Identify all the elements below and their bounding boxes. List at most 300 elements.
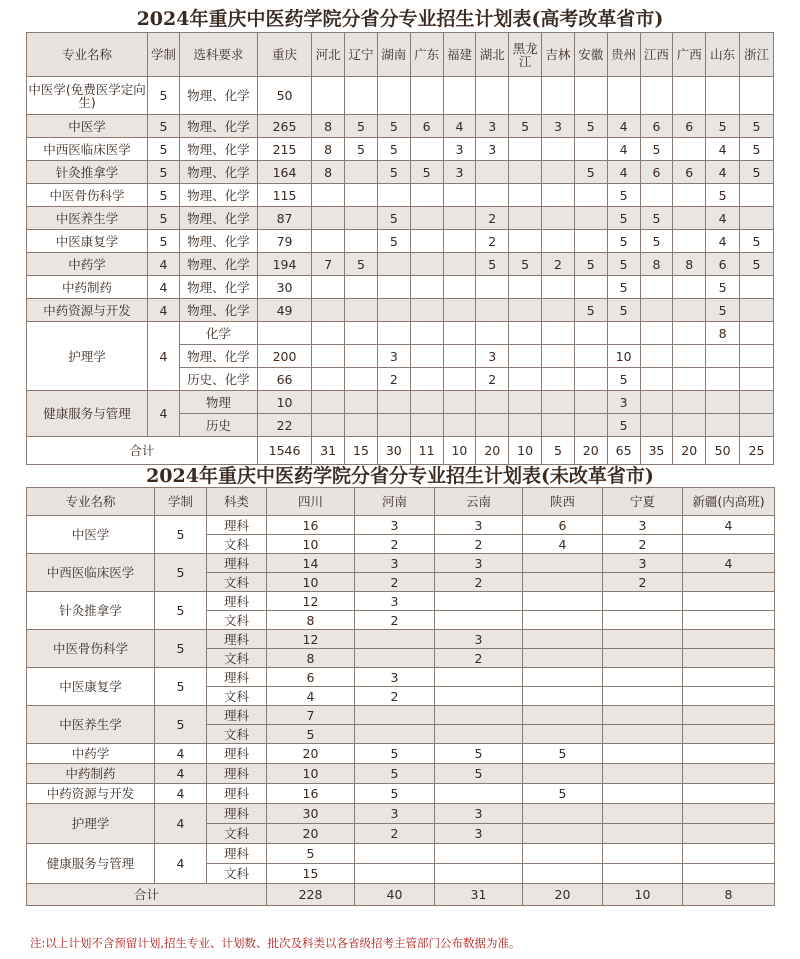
subject-cell: 理科 bbox=[207, 630, 267, 649]
quota-cell: 3 bbox=[435, 804, 523, 824]
quota-cell: 5 bbox=[706, 276, 740, 299]
quota-cell: 3 bbox=[607, 391, 640, 414]
quota-cell: 6 bbox=[640, 161, 673, 184]
quota-cell bbox=[542, 414, 575, 437]
quota-cell: 10 bbox=[267, 764, 355, 784]
subject-cell: 文科 bbox=[207, 725, 267, 744]
quota-cell: 5 bbox=[435, 764, 523, 784]
duration-years: 5 bbox=[148, 230, 180, 253]
quota-cell bbox=[443, 253, 476, 276]
subject-cell: 文科 bbox=[207, 573, 267, 592]
quota-cell: 12 bbox=[267, 592, 355, 611]
total-cell: 11 bbox=[410, 437, 443, 465]
quota-cell: 30 bbox=[267, 804, 355, 824]
quota-cell: 6 bbox=[673, 161, 706, 184]
quota-cell bbox=[509, 138, 542, 161]
major-name: 中药资源与开发 bbox=[27, 299, 148, 322]
footnote: 注:以上计划不含预留计划,招生专业、计划数、批次及科类以各省级招考主管部门公布数据为准。 bbox=[30, 936, 521, 950]
quota-cell bbox=[377, 299, 410, 322]
quota-cell: 194 bbox=[257, 253, 311, 276]
table-row bbox=[27, 764, 775, 784]
duration-years: 4 bbox=[155, 844, 207, 884]
quota-cell bbox=[542, 77, 575, 115]
quota-cell bbox=[603, 630, 683, 649]
quota-cell: 20 bbox=[267, 744, 355, 764]
quota-cell: 6 bbox=[267, 668, 355, 687]
quota-cell bbox=[673, 276, 706, 299]
total-cell: 228 bbox=[267, 884, 355, 906]
quota-cell bbox=[574, 276, 607, 299]
header-cell: 科类 bbox=[207, 488, 267, 516]
quota-cell bbox=[542, 161, 575, 184]
header-row bbox=[27, 33, 774, 77]
quota-cell bbox=[312, 230, 345, 253]
header-cell: 选科要求 bbox=[179, 33, 257, 77]
quota-cell bbox=[574, 391, 607, 414]
quota-cell bbox=[683, 744, 775, 764]
quota-cell bbox=[377, 253, 410, 276]
header-cell: 吉林 bbox=[542, 33, 575, 77]
duration-years: 4 bbox=[148, 322, 180, 391]
quota-cell bbox=[673, 322, 706, 345]
quota-cell bbox=[523, 824, 603, 844]
quota-cell bbox=[476, 299, 509, 322]
header-cell: 安徽 bbox=[574, 33, 607, 77]
quota-cell: 2 bbox=[355, 687, 435, 706]
quota-cell: 5 bbox=[740, 161, 774, 184]
quota-cell bbox=[443, 414, 476, 437]
quota-cell bbox=[523, 649, 603, 668]
quota-cell bbox=[443, 276, 476, 299]
quota-cell: 5 bbox=[523, 784, 603, 804]
quota-cell: 5 bbox=[740, 253, 774, 276]
major-name: 中医养生学 bbox=[27, 207, 148, 230]
quota-cell bbox=[435, 725, 523, 744]
quota-cell: 3 bbox=[377, 345, 410, 368]
quota-cell: 5 bbox=[355, 744, 435, 764]
quota-cell bbox=[257, 322, 311, 345]
major-name: 中医康复学 bbox=[27, 668, 155, 706]
quota-cell bbox=[312, 368, 345, 391]
header-cell: 广西 bbox=[673, 33, 706, 77]
major-name: 中西医临床医学 bbox=[27, 138, 148, 161]
total-label: 合计 bbox=[27, 884, 267, 906]
quota-cell: 5 bbox=[740, 138, 774, 161]
quota-cell: 8 bbox=[267, 611, 355, 630]
subject-cell: 物理、化学 bbox=[179, 184, 257, 207]
quota-cell bbox=[509, 184, 542, 207]
header-row bbox=[27, 488, 775, 516]
quota-cell: 49 bbox=[257, 299, 311, 322]
header-cell: 陕西 bbox=[523, 488, 603, 516]
table-row bbox=[27, 844, 775, 864]
quota-cell bbox=[435, 687, 523, 706]
quota-cell bbox=[476, 184, 509, 207]
quota-cell: 5 bbox=[574, 161, 607, 184]
quota-cell: 6 bbox=[410, 115, 443, 138]
subject-cell: 理科 bbox=[207, 744, 267, 764]
quota-cell bbox=[443, 299, 476, 322]
quota-cell: 5 bbox=[740, 115, 774, 138]
major-name: 护理学 bbox=[27, 804, 155, 844]
header-cell: 专业名称 bbox=[27, 488, 155, 516]
quota-cell bbox=[740, 207, 774, 230]
quota-cell: 5 bbox=[267, 844, 355, 864]
quota-cell bbox=[410, 414, 443, 437]
header-cell: 四川 bbox=[267, 488, 355, 516]
quota-cell: 5 bbox=[435, 744, 523, 764]
quota-cell bbox=[542, 207, 575, 230]
quota-cell bbox=[410, 391, 443, 414]
quota-cell: 5 bbox=[574, 253, 607, 276]
quota-cell bbox=[740, 368, 774, 391]
duration-years: 5 bbox=[148, 207, 180, 230]
quota-cell bbox=[640, 391, 673, 414]
total-cell: 5 bbox=[542, 437, 575, 465]
table-row bbox=[27, 184, 774, 207]
quota-cell: 2 bbox=[476, 207, 509, 230]
quota-cell bbox=[345, 299, 378, 322]
quota-cell: 4 bbox=[683, 516, 775, 535]
quota-cell bbox=[443, 345, 476, 368]
major-name: 中医学(免费医学定向生) bbox=[27, 77, 148, 115]
quota-cell: 87 bbox=[257, 207, 311, 230]
quota-cell bbox=[509, 230, 542, 253]
major-name: 中医学 bbox=[27, 115, 148, 138]
table-row bbox=[27, 516, 775, 535]
quota-cell bbox=[443, 322, 476, 345]
major-name: 中药制药 bbox=[27, 764, 155, 784]
duration-years: 4 bbox=[155, 804, 207, 844]
quota-cell bbox=[603, 844, 683, 864]
header-cell: 山东 bbox=[706, 33, 740, 77]
quota-cell: 6 bbox=[523, 516, 603, 535]
quota-cell: 5 bbox=[706, 115, 740, 138]
subject-cell: 物理、化学 bbox=[179, 161, 257, 184]
quota-cell bbox=[435, 864, 523, 884]
quota-cell bbox=[509, 345, 542, 368]
duration-years: 5 bbox=[155, 668, 207, 706]
quota-cell bbox=[410, 345, 443, 368]
quota-cell: 5 bbox=[377, 138, 410, 161]
quota-cell bbox=[345, 184, 378, 207]
quota-cell: 3 bbox=[476, 115, 509, 138]
major-name: 健康服务与管理 bbox=[27, 844, 155, 884]
quota-cell bbox=[377, 414, 410, 437]
duration-years: 5 bbox=[148, 138, 180, 161]
quota-cell bbox=[706, 414, 740, 437]
quota-cell bbox=[706, 368, 740, 391]
quota-cell bbox=[509, 368, 542, 391]
reform-provinces-table bbox=[26, 32, 774, 465]
quota-cell bbox=[673, 230, 706, 253]
quota-cell bbox=[673, 414, 706, 437]
quota-cell bbox=[523, 573, 603, 592]
quota-cell bbox=[640, 368, 673, 391]
total-cell: 20 bbox=[523, 884, 603, 906]
quota-cell: 164 bbox=[257, 161, 311, 184]
quota-cell: 6 bbox=[706, 253, 740, 276]
subject-cell: 化学 bbox=[179, 322, 257, 345]
quota-cell bbox=[509, 276, 542, 299]
quota-cell: 2 bbox=[476, 230, 509, 253]
quota-cell bbox=[523, 804, 603, 824]
major-name: 中药学 bbox=[27, 253, 148, 276]
subject-cell: 理科 bbox=[207, 844, 267, 864]
table-row bbox=[27, 706, 775, 725]
quota-cell bbox=[410, 253, 443, 276]
non-reform-provinces-table bbox=[26, 487, 775, 906]
duration-years: 4 bbox=[148, 391, 180, 437]
quota-cell: 2 bbox=[603, 573, 683, 592]
table-row bbox=[27, 391, 774, 414]
total-cell: 65 bbox=[607, 437, 640, 465]
quota-cell: 6 bbox=[640, 115, 673, 138]
quota-cell bbox=[312, 207, 345, 230]
quota-cell bbox=[509, 207, 542, 230]
quota-cell bbox=[476, 414, 509, 437]
quota-cell: 7 bbox=[312, 253, 345, 276]
quota-cell: 5 bbox=[345, 115, 378, 138]
quota-cell: 2 bbox=[377, 368, 410, 391]
quota-cell: 3 bbox=[476, 345, 509, 368]
total-cell: 8 bbox=[683, 884, 775, 906]
quota-cell bbox=[345, 230, 378, 253]
quota-cell: 5 bbox=[377, 115, 410, 138]
quota-cell: 22 bbox=[257, 414, 311, 437]
quota-cell: 50 bbox=[257, 77, 311, 115]
table-row bbox=[27, 668, 775, 687]
quota-cell bbox=[345, 161, 378, 184]
subject-cell: 物理 bbox=[179, 391, 257, 414]
quota-cell bbox=[345, 368, 378, 391]
quota-cell: 5 bbox=[377, 230, 410, 253]
table-row bbox=[27, 299, 774, 322]
major-name: 针灸推拿学 bbox=[27, 592, 155, 630]
header-cell: 贵州 bbox=[607, 33, 640, 77]
subject-cell: 物理、化学 bbox=[179, 207, 257, 230]
table-row bbox=[27, 138, 774, 161]
major-name: 中医骨伤科学 bbox=[27, 630, 155, 668]
quota-cell bbox=[574, 184, 607, 207]
quota-cell: 20 bbox=[267, 824, 355, 844]
header-cell: 专业名称 bbox=[27, 33, 148, 77]
quota-cell bbox=[435, 706, 523, 725]
quota-cell: 4 bbox=[683, 554, 775, 573]
quota-cell bbox=[706, 345, 740, 368]
subject-cell: 理科 bbox=[207, 764, 267, 784]
quota-cell bbox=[574, 345, 607, 368]
quota-cell bbox=[523, 554, 603, 573]
subject-cell: 理科 bbox=[207, 784, 267, 804]
duration-years: 5 bbox=[155, 630, 207, 668]
total-label: 合计 bbox=[27, 437, 258, 465]
quota-cell: 3 bbox=[542, 115, 575, 138]
quota-cell bbox=[410, 230, 443, 253]
duration-years: 4 bbox=[155, 764, 207, 784]
quota-cell: 7 bbox=[267, 706, 355, 725]
header-cell: 重庆 bbox=[257, 33, 311, 77]
quota-cell: 5 bbox=[607, 414, 640, 437]
duration-years: 5 bbox=[148, 161, 180, 184]
subject-cell: 物理、化学 bbox=[179, 345, 257, 368]
subject-cell: 物理、化学 bbox=[179, 138, 257, 161]
quota-cell bbox=[603, 611, 683, 630]
quota-cell bbox=[683, 668, 775, 687]
quota-cell bbox=[410, 276, 443, 299]
quota-cell bbox=[640, 276, 673, 299]
total-cell: 40 bbox=[355, 884, 435, 906]
quota-cell bbox=[355, 706, 435, 725]
table-row bbox=[27, 230, 774, 253]
quota-cell bbox=[435, 668, 523, 687]
header-cell: 湖南 bbox=[377, 33, 410, 77]
total-cell: 1546 bbox=[257, 437, 311, 465]
major-name: 中医康复学 bbox=[27, 230, 148, 253]
duration-years: 4 bbox=[148, 253, 180, 276]
quota-cell bbox=[603, 649, 683, 668]
header-cell: 黑龙江 bbox=[509, 33, 542, 77]
quota-cell: 5 bbox=[607, 230, 640, 253]
quota-cell bbox=[435, 592, 523, 611]
quota-cell bbox=[312, 414, 345, 437]
table1-title: 2024年重庆中医药学院分省分专业招生计划表(高考改革省市) bbox=[136, 8, 664, 30]
total-cell: 20 bbox=[476, 437, 509, 465]
quota-cell: 2 bbox=[435, 649, 523, 668]
quota-cell bbox=[740, 276, 774, 299]
quota-cell bbox=[640, 184, 673, 207]
header-cell: 湖北 bbox=[476, 33, 509, 77]
quota-cell bbox=[443, 184, 476, 207]
quota-cell bbox=[574, 322, 607, 345]
duration-years: 5 bbox=[155, 516, 207, 554]
quota-cell: 5 bbox=[267, 725, 355, 744]
quota-cell bbox=[683, 649, 775, 668]
subject-cell: 文科 bbox=[207, 864, 267, 884]
quota-cell bbox=[509, 391, 542, 414]
quota-cell bbox=[523, 630, 603, 649]
quota-cell: 79 bbox=[257, 230, 311, 253]
quota-cell bbox=[355, 864, 435, 884]
quota-cell bbox=[683, 764, 775, 784]
quota-cell bbox=[603, 864, 683, 884]
table-row bbox=[27, 744, 775, 764]
total-cell: 20 bbox=[673, 437, 706, 465]
quota-cell: 2 bbox=[435, 535, 523, 554]
quota-cell bbox=[603, 706, 683, 725]
quota-cell: 3 bbox=[435, 630, 523, 649]
quota-cell bbox=[312, 77, 345, 115]
quota-cell bbox=[410, 322, 443, 345]
quota-cell bbox=[542, 299, 575, 322]
quota-cell bbox=[706, 391, 740, 414]
total-row bbox=[27, 884, 775, 906]
quota-cell: 5 bbox=[574, 115, 607, 138]
quota-cell bbox=[435, 844, 523, 864]
subject-cell: 历史、化学 bbox=[179, 368, 257, 391]
quota-cell: 5 bbox=[607, 184, 640, 207]
total-cell: 20 bbox=[574, 437, 607, 465]
quota-cell bbox=[509, 414, 542, 437]
duration-years: 4 bbox=[148, 276, 180, 299]
quota-cell bbox=[509, 299, 542, 322]
quota-cell bbox=[603, 824, 683, 844]
quota-cell bbox=[377, 77, 410, 115]
quota-cell: 5 bbox=[377, 207, 410, 230]
quota-cell: 3 bbox=[603, 554, 683, 573]
quota-cell: 10 bbox=[257, 391, 311, 414]
quota-cell bbox=[523, 592, 603, 611]
subject-cell: 理科 bbox=[207, 804, 267, 824]
quota-cell bbox=[345, 322, 378, 345]
duration-years: 4 bbox=[148, 299, 180, 322]
quota-cell bbox=[683, 630, 775, 649]
quota-cell: 8 bbox=[267, 649, 355, 668]
quota-cell bbox=[740, 414, 774, 437]
duration-years: 4 bbox=[155, 784, 207, 804]
quota-cell bbox=[603, 784, 683, 804]
table-row bbox=[27, 207, 774, 230]
quota-cell bbox=[377, 276, 410, 299]
quota-cell: 4 bbox=[706, 207, 740, 230]
quota-cell: 16 bbox=[267, 516, 355, 535]
quota-cell: 3 bbox=[476, 138, 509, 161]
duration-years: 5 bbox=[148, 115, 180, 138]
quota-cell: 4 bbox=[706, 161, 740, 184]
table-row bbox=[27, 784, 775, 804]
quota-cell bbox=[523, 864, 603, 884]
major-name: 护理学 bbox=[27, 322, 148, 391]
quota-cell bbox=[377, 322, 410, 345]
quota-cell: 12 bbox=[267, 630, 355, 649]
quota-cell bbox=[740, 391, 774, 414]
header-cell: 江西 bbox=[640, 33, 673, 77]
header-cell: 河北 bbox=[312, 33, 345, 77]
table-row bbox=[27, 592, 775, 611]
subject-cell: 物理、化学 bbox=[179, 276, 257, 299]
table-row bbox=[27, 554, 775, 573]
table-row bbox=[27, 77, 774, 115]
quota-cell: 5 bbox=[706, 184, 740, 207]
quota-cell bbox=[673, 368, 706, 391]
quota-cell: 2 bbox=[355, 824, 435, 844]
major-name: 健康服务与管理 bbox=[27, 391, 148, 437]
quota-cell bbox=[443, 207, 476, 230]
header-cell: 云南 bbox=[435, 488, 523, 516]
quota-cell bbox=[683, 864, 775, 884]
quota-cell bbox=[509, 77, 542, 115]
quota-cell bbox=[640, 322, 673, 345]
major-name: 针灸推拿学 bbox=[27, 161, 148, 184]
total-cell: 25 bbox=[740, 437, 774, 465]
quota-cell: 5 bbox=[377, 161, 410, 184]
quota-cell: 3 bbox=[435, 824, 523, 844]
subject-cell: 文科 bbox=[207, 535, 267, 554]
subject-cell: 历史 bbox=[179, 414, 257, 437]
quota-cell bbox=[410, 184, 443, 207]
quota-cell bbox=[345, 345, 378, 368]
quota-cell bbox=[574, 207, 607, 230]
quota-cell: 4 bbox=[706, 138, 740, 161]
quota-cell: 5 bbox=[740, 230, 774, 253]
header-cell: 学制 bbox=[155, 488, 207, 516]
subject-cell: 文科 bbox=[207, 611, 267, 630]
quota-cell bbox=[410, 77, 443, 115]
quota-cell: 3 bbox=[355, 554, 435, 573]
quota-cell bbox=[312, 322, 345, 345]
quota-cell bbox=[740, 77, 774, 115]
quota-cell: 4 bbox=[607, 115, 640, 138]
